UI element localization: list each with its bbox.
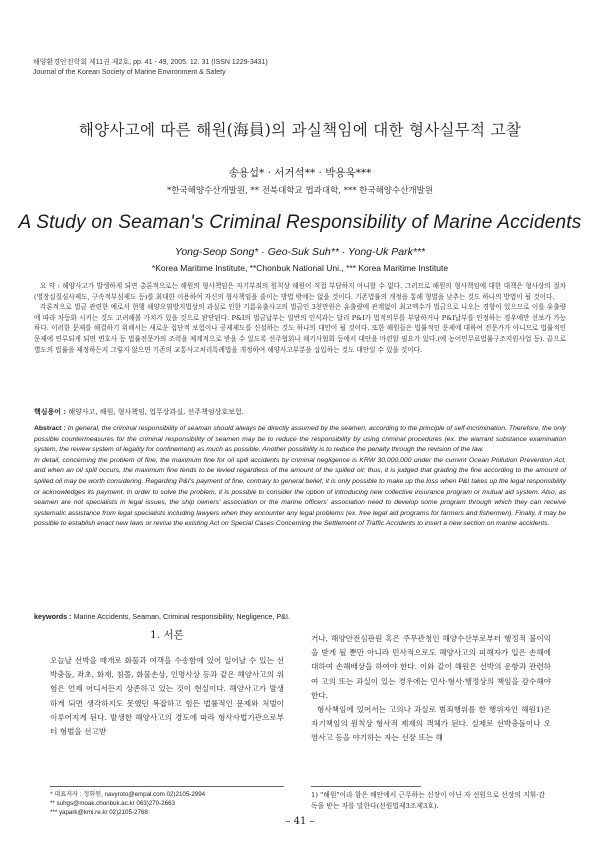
body-right-paragraph-2: 형사책임에 있어서는 고의나 과실로 범죄행위를 한 행위자인 해원1)은 자기책임의 원칙상 형사적 제재의 객체가 된다. 실제로 선박충돌이나 오염사고 등을 야기하는 자는 선장 또는 해	[311, 705, 551, 743]
abstract-english-paragraph-2: In detail, concerning the problem of fine, the maximum fine for oil spill accidents by criminal negligence is KRW 30,000,000 under the current Ocean Pollution Prevention Act, and when an oil spill occurs, the maximum fine tends to be levied regardless of the amount of the spilled oil; thus, it is judged that grading the fine according to the amount of spilled oil may be worth considering. Regarding P&I's payment of fine, contrary to general belief, it is only possible to make up the loss when P&I takes up the legal responsibility or acknowledges its payment. In order to solve the problem, it is possible to consider the option of introducing new collective insurance program or mutual aid system. Also, as seamen are not specialists in legal issues, the ship owners' association or the marine officers' association need to develop some program through which they can receive systematic assistance from legal specialists including lawyers when they encounter any legal problems (ex. free legal aid programs for farmers and fishermen). Finally, it may be possible to establish enact new laws or revise the existing Act on Special Cases Concerning the Settlement of Traffic Accidents to insert a new section on marine accidents.	[34, 456, 566, 528]
keywords-english	[34, 612, 566, 621]
journal-header	[33, 58, 268, 78]
abstract-korean-paragraph-2: 각론적으로 벌금 관련한 예로서 현행 해양오염방지법상의 과실로 인한 기름유출사고의 벌금인 3천만원은 유출량에 관계없이 최고액수가 벌금으로 나오는 경향이 있으므로 이를 유출량에 따라 차등화 시키는 것도 고려해볼 가치가 있을 것으로 판단된다. P&I의 벌금납부는 일반의 인식과는 달리 P&I가 법적의무를 부담하거나 P&I납부를 인정하는 경우에만 선보가 가능하다. 이러한 문제를 해결하기 위해서는 새로운 집단적 보험이나 공제제도를 신설하는 것도 하나의 대안이 될 것이다. 또한 해원들은 법률적인 문제에 대하여 전문가가 아니므로 법률적인 문제에 연루되게 되면 변호사 등 법률전문가의 조력을 체계적으로 받을 수 있도록 선주협회나 해기사협회 등에서 대안을 마련할 필요가 있다.(예 농어민무료법률구조지원사업 등). 끝으로 별도의 법률을 제정하든지 그렇지 않으면 기존의 교통사고처리특례법을 개정하여 해양사고부분을 삽입하는 것도 대안일 수 있을 것이다.	[34, 303, 566, 354]
body-left-column	[50, 654, 284, 739]
title-korean: 해양사고에 따른 해원(海員)의 과실책임에 대한 형사실무적 고찰	[78, 121, 522, 139]
footnote-author-1: * 대표저자 : 정회원, navyroto@empal.com 02)2105-2994	[50, 791, 206, 798]
author-footnotes	[50, 790, 284, 817]
footnote-author-3: *** yapark@kmi.re.kr 02)2105-2768	[50, 809, 148, 816]
footnote-author-2: ** suhgs@moak.chonbuk.ac.kr 063)270-2663	[50, 800, 175, 807]
footnote-divider-left	[50, 786, 284, 787]
affiliations-korean: *한국해양수산개발원, ** 전북대학교 법과대학, *** 한국해양수산개발원	[166, 186, 434, 196]
body-left-paragraph: 오늘날 선박을 매개로 화물과 여객을 수송함에 있어 일어날 수 있는 선박충돌, 좌초, 화재, 침몰, 화물손상, 인명사상 등과 같은 해양사고의 위험은 언제 어디서든지 상존하고 있는 것이 현실이다. 해양사고가 발생하게 되면 생각하지도 못했던 복잡하고 힘든 법률적인 문제와 처벌이 이루어지게 된다. 발생한 해양사고의 경도에 따라 형사사법기관으로부터 형벌을 선고받	[50, 656, 284, 737]
authors-english: Yong-Seop Song* · Geo-Suk Suh** · Yong-Uk Park***	[174, 246, 426, 258]
abstract-english-paragraph-1	[34, 424, 566, 456]
keywords-korean-text: 해양사고, 해원, 형사책임, 업무상과실, 선주책임상호보험.	[68, 408, 244, 416]
abstract-korean-paragraph-1: 요 약 : 해양사고가 발생하게 되면 총론적으로는 해원의 형사책임은 자기부죄의 원칙상 해원이 직접 부담하지 아니할 수 없다. 그러므로 해원의 형사책임에 대한 대책은 형사상의 절차(영장실질심사제도, 구속적부심제도 등)를 최대한 이용하여 자신의 형사책임을 줄이는 방법 밖에는 없을 것이다. 기존법률의 개정을 통해 형벌을 낮추는 것도 하나의 방법이 될 것이다.	[34, 282, 566, 301]
keywords-english-text: Marine Accidents, Seaman, Criminal responsibility, Negligence, P&I.	[73, 612, 290, 621]
body-right-paragraph-1: 거나, 해양안전심판원 혹은 주무관청인 해양수산부로부터 행정적 불이익을 받게 될 뿐만 아니라 민사적으로도 해양사고의 피해자가 입은 손해에 대하여 손해배상을 하여야 한다. 이와 같이 해원은 선박의 운항과 관련하여 고의 또는 과실이 있는 경우에는 민사·형사·행정상의 책임을 감수해야 한다.	[311, 634, 551, 700]
keywords-korean	[34, 407, 566, 417]
abstract-english-label: Abstract :	[34, 425, 66, 432]
abstract-korean	[34, 281, 566, 355]
abstract-english-text-1: In general, the criminal responsibility of seaman should always be directly assumed by the seamen, according to the principle of self-incrimination. Therefore, the only possible countermeasures for the criminal responsibility of seamen may be to reduce the responsibility by using criminal procedures (ex. the warrant substance examination system, the review system of legality for confinement) as much as possible. Another possibility is to reduce the penalty through the revision of the law.	[34, 425, 566, 454]
keywords-english-label: keywords :	[34, 612, 72, 621]
title-english: A Study on Seaman's Criminal Responsibility of Marine Accidents	[18, 212, 582, 233]
body-right-column	[311, 632, 551, 746]
footnote-divider-right	[311, 786, 421, 787]
abstract-english	[34, 424, 566, 530]
journal-name-en: Journal of the Korean Society of Marine Environment & Safety	[33, 69, 226, 76]
page-number: – 41 –	[285, 816, 315, 827]
section-heading-introduction: 1. 서론	[150, 629, 184, 641]
journal-citation-ko: 해양환경안전학회 제11권 제2호, pp. 41 - 49, 2005. 12. 31 (ISSN 1229-3431)	[33, 59, 268, 66]
footnote-1: 1) "해원"이라 함은 배안에서 근무하는 선장이 아닌 자 선원으로 선장의 지휘·감독을 받는 자를 말한다(선원법제3조제3호).	[311, 791, 545, 810]
keywords-korean-label: 핵심용어 :	[34, 407, 67, 416]
affiliations-english: *Korea Maritime Institute, **Chonbuk National Uni., *** Korea Maritime Institute	[151, 263, 449, 273]
authors-korean: 송용섭* · 서거석** · 박용욱***	[228, 167, 372, 179]
